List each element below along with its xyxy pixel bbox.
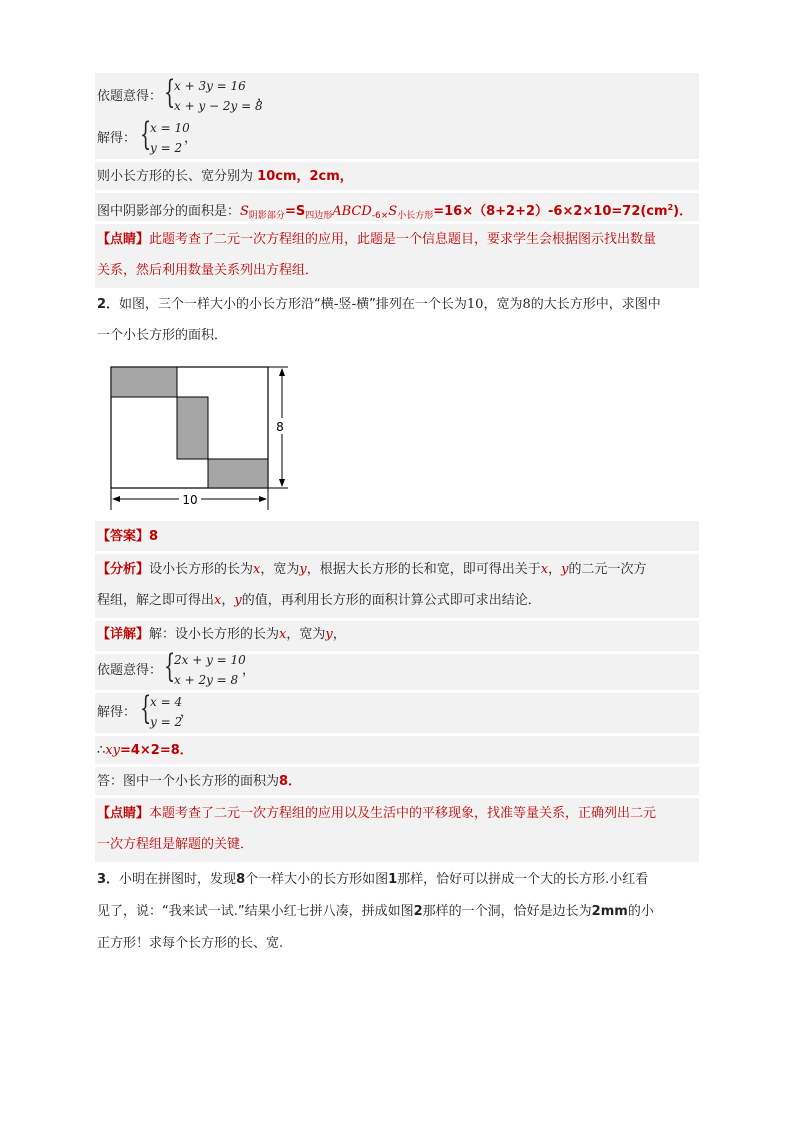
analysis-text: ，根据大长方形的长和宽，即可得出关于	[306, 562, 541, 577]
equation: x = 10	[150, 121, 190, 135]
equation: y = 2	[150, 141, 183, 155]
area-abcd: ABCD	[332, 204, 372, 219]
equation-system	[174, 650, 246, 690]
therefore-result: =4×2=8．	[119, 743, 193, 758]
area-symbol: S	[240, 204, 249, 219]
area-prefix: 图中阴影部分的面积是：	[97, 204, 241, 219]
shaded-rectangle-bottom	[208, 459, 268, 488]
question-3-line2	[97, 903, 654, 921]
comma: ，	[180, 705, 194, 720]
dims-prefix: 则小长方形的长、宽分别为	[97, 169, 254, 184]
question-2-line2: 一个小长方形的面积．	[97, 328, 228, 343]
left-brace: {	[164, 73, 176, 111]
variable-y: y	[561, 562, 569, 577]
variable-y: y	[325, 627, 333, 642]
solve-label: 解得：	[97, 131, 137, 146]
area-result: =16×（8+2+2）-6×2×10=72(cm	[433, 204, 668, 219]
analysis-text: 的值，再利用长方形的面积计算公式即可求出结论．	[241, 593, 541, 608]
question-number-value: 8	[236, 872, 246, 887]
comment-tag: 【点睛】	[97, 232, 150, 247]
comma: ，	[242, 663, 256, 678]
answer-line	[97, 528, 158, 546]
comment-line	[97, 231, 656, 249]
solve-label: 解得：	[97, 705, 137, 720]
question-length: 10	[466, 297, 484, 312]
comma: ，	[184, 131, 198, 146]
question-text: 见了，说：“我来试一试.”结果小红七拼八凑，拼成如图	[97, 904, 414, 919]
arrow-right-icon	[259, 496, 267, 502]
rectangle-figure	[100, 358, 300, 518]
area-superscript: 2	[667, 203, 674, 212]
analysis-line	[97, 592, 541, 610]
answer-tag: 【答案】	[97, 529, 150, 544]
question-width: 8	[522, 297, 531, 312]
height-label: 8	[276, 420, 284, 434]
therefore-line	[97, 742, 193, 760]
figure-number: 1	[388, 872, 398, 887]
variable-x: x	[253, 562, 261, 577]
question-3-line1	[97, 871, 648, 889]
question-3-line3: 正方形！求每个长方形的长、宽.	[97, 936, 284, 951]
question-text: 个一样大小的长方形如图	[245, 872, 389, 887]
figure-number: 2	[413, 904, 423, 919]
area-symbol: S	[388, 204, 398, 219]
dims-line	[97, 168, 353, 186]
question-text: 的大长方形中，求图中	[530, 297, 661, 312]
variable-y: y	[299, 562, 307, 577]
question-text: 那样的一个洞，恰好是边长为	[422, 904, 592, 919]
detail-text: ，宽为	[286, 627, 326, 642]
detail-line	[97, 626, 346, 644]
area-subscript: 小长方形	[397, 211, 434, 221]
area-end: )．	[673, 204, 693, 219]
variable-xy: xy	[105, 743, 120, 758]
question-measure: 2mm	[591, 904, 628, 919]
question-text: 如图，三个一样大小的小长方形沿“横-竖-横”排列在一个长为	[119, 297, 467, 312]
detail-text: ，	[332, 627, 346, 642]
analysis-text: 的二元一次方	[568, 562, 647, 577]
question-2-line1	[97, 296, 661, 314]
area-subscript: 四边形	[305, 211, 333, 221]
analysis-text: 设小长方形的长为	[149, 562, 254, 577]
variable-x: x	[279, 627, 287, 642]
reply-value: 8．	[279, 774, 302, 789]
question-number: 2．	[97, 297, 120, 312]
solution-system	[150, 692, 182, 732]
reply-text: 答：图中一个小长方形的面积为	[97, 774, 280, 789]
comma: ，	[257, 89, 271, 104]
area-subscript: 阴影部分	[248, 211, 285, 221]
comment-tag: 【点睛】	[97, 806, 150, 821]
dims-value: 10cm，2cm，	[257, 169, 353, 184]
equation: x + 2y = 8	[174, 673, 239, 687]
question-number: 3．	[97, 872, 120, 887]
question-text: 小明在拼图时，发现	[119, 872, 237, 887]
equation: 2x + y = 10	[174, 653, 246, 667]
area-line	[97, 199, 692, 225]
reply-line	[97, 773, 301, 791]
analysis-tag: 【分析】	[97, 562, 150, 577]
question-text: 的小	[627, 904, 654, 919]
variable-x: x	[540, 562, 549, 577]
intro-label: 依题意得：	[97, 663, 163, 678]
analysis-line	[97, 561, 647, 579]
detail-tag: 【详解】	[97, 627, 150, 642]
analysis-text: 程组，解之即可得出	[97, 593, 215, 608]
comment-line: 一次方程组是解题的关键．	[97, 837, 254, 852]
comment-line	[97, 805, 656, 823]
shaded-rectangle-top	[111, 367, 177, 397]
arrow-up-icon	[279, 368, 285, 376]
equation: x = 4	[150, 695, 183, 709]
question-text: ，宽为	[483, 297, 523, 312]
equation: x + y − 2y = 8	[174, 99, 263, 113]
area-subscript: -6×	[371, 211, 389, 221]
comment-text: 本题考查了二元一次方程组的应用以及生活中的平移现象，找准等量关系，正确列出二元	[149, 806, 657, 821]
answer-value: 8	[149, 529, 159, 544]
intro-label: 依题意得：	[97, 89, 163, 104]
question-text: 那样，恰好可以拼成一个大的长方形.小红看	[397, 872, 649, 887]
equation-system	[174, 76, 263, 116]
analysis-text: ，宽为	[260, 562, 300, 577]
comment-line: 关系，然后利用数量关系列出方程组．	[97, 263, 319, 278]
left-brace: {	[164, 647, 176, 685]
equation: y = 2	[150, 715, 183, 729]
left-brace: {	[140, 689, 152, 727]
shaded-rectangle-middle	[177, 397, 208, 459]
solution-shade	[95, 521, 699, 551]
analysis-text: ，	[221, 593, 235, 608]
area-equals: =S	[284, 204, 306, 219]
left-brace: {	[140, 115, 152, 153]
therefore-symbol: ∴	[97, 743, 106, 758]
variable-y: y	[234, 593, 242, 608]
width-label: 10	[182, 493, 198, 507]
equation: x + 3y = 16	[174, 79, 246, 93]
detail-text: 解：设小长方形的长为	[149, 627, 280, 642]
arrow-down-icon	[279, 479, 285, 487]
variable-x: x	[214, 593, 222, 608]
arrow-left-icon	[112, 496, 120, 502]
analysis-text: ，	[548, 562, 562, 577]
comment-text: 此题考查了二元一次方程组的应用，此题是一个信息题目，要求学生会根据图示找出数量	[149, 232, 657, 247]
